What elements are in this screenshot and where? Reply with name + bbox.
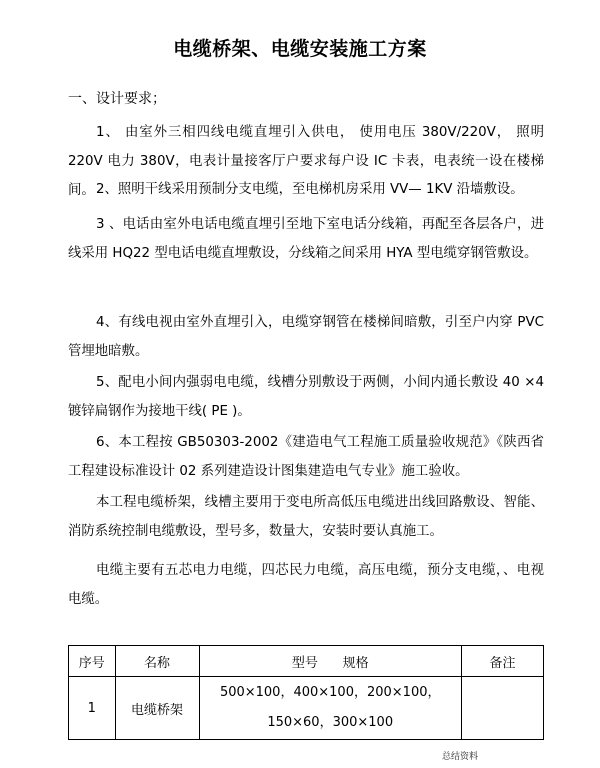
cell-spec-line-2: 150×60，300×100 — [267, 715, 394, 730]
paragraph-7: 本工程电缆桥架，线槽主要用于变电所高低压电缆进出线回路敷设、智能、消防系统控制电缆敷设，型号多，数量大，安装时要认真施工。 — [68, 495, 544, 539]
document-title: 电缆桥架、电缆安装施工方案 — [173, 38, 427, 60]
paragraph-1: 1、 由室外三相四线电缆直埋引入供电， 使用电压 380V/220V， 照明 220V 电力 380V，电表计量接客厅户要求每户设 IC 卡表，电表统一设在楼梯间。 — [68, 125, 544, 198]
cell-note — [461, 677, 543, 740]
paragraph-3: 3 、电话由室外电话电缆直埋引至地下室电话分线箱，再配至各层各户，进线采用 HQ22 型电话电缆直埋敷设，分线箱之间采用 HYA 型电缆穿钢管敷设。 — [68, 217, 544, 261]
paragraph-6: 6、本工程按 GB50303-2002《建造电气工程施工质量验收规范》《陕西省工程建设标准设计 02 系列建造设计图集建造电气专业》施工验收。 — [68, 435, 544, 479]
cell-spec — [199, 677, 461, 740]
footer-text: 总结资料 — [442, 752, 479, 762]
table-row — [69, 677, 544, 740]
spec-table — [68, 645, 544, 740]
paragraph-5: 5、配电小间内强弱电电缆，线槽分别敷设于两侧，小间内通长敷设 40 ×4 镀锌扁钢作为接地干线( PE )。 — [68, 375, 544, 419]
header-name: 名称 — [115, 646, 199, 677]
cell-name: 电缆桥架 — [115, 677, 199, 740]
paragraph-8: 电缆主要有五芯电力电缆，四芯民力电缆，高压电缆，预分支电缆，、电视电缆。 — [68, 563, 544, 607]
paragraph-4: 4、有线电视由室外直埋引入，电缆穿钢管在楼梯间暗敷，引至户内穿 PVC 管埋地暗敷。 — [68, 315, 544, 359]
header-note: 备注 — [461, 646, 543, 677]
section-heading: 一、设计要求； — [68, 91, 166, 107]
cell-spec-line-1: 500×100，400×100，200×100， — [219, 685, 441, 700]
cell-index: 1 — [69, 677, 116, 740]
table-header-row — [69, 646, 544, 677]
header-index: 序号 — [69, 646, 116, 677]
header-spec: 型号 规格 — [199, 646, 461, 677]
paragraph-2: 2、照明干线采用预制分支电缆，至电梯机房采用 VV— 1KV 沿墙敷设。 — [96, 182, 524, 197]
